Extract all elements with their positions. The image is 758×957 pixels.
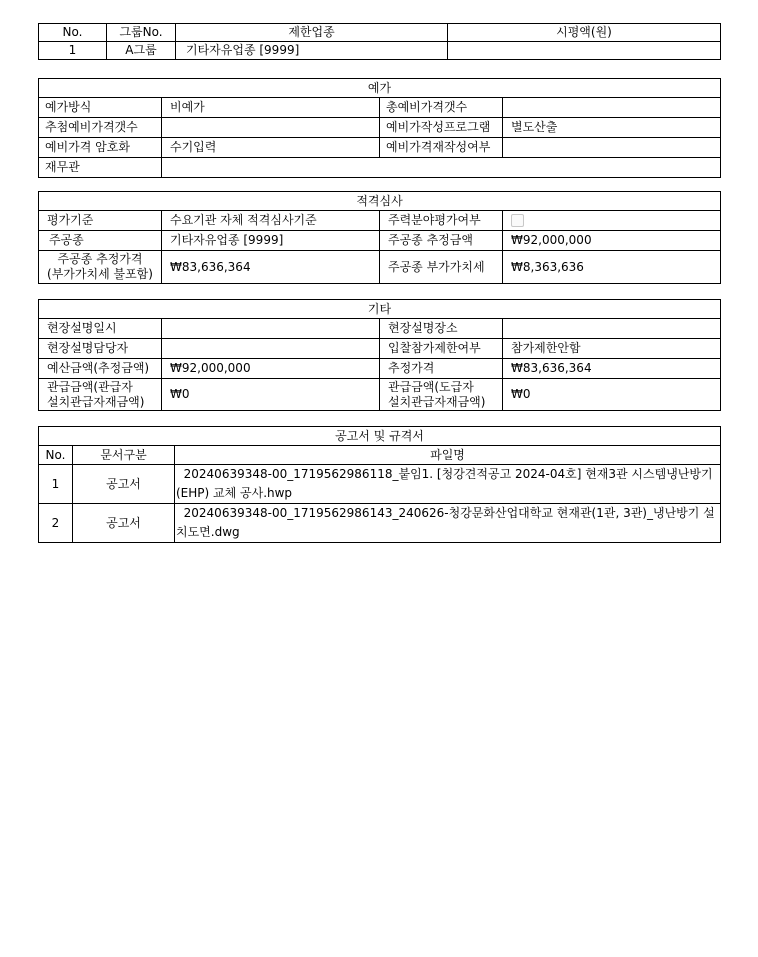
value-reserve-encryption: 수기입력 xyxy=(162,138,380,158)
label-government-supplied-buyer-line1: 관급금액(관급자 xyxy=(47,379,133,394)
header-doc-type: 문서구분 xyxy=(73,446,175,465)
section-title-other: 기타 xyxy=(39,300,721,319)
section-title-qualification: 적격심사 xyxy=(39,192,721,211)
label-main-work-estimated-price-line2: (부가가치세 불포함) xyxy=(47,267,153,281)
label-main-work-estimated-amount: 주공종 추정금액 xyxy=(380,231,503,251)
doc-row-no: 1 xyxy=(39,465,73,504)
main-field-evaluation-checkbox[interactable] xyxy=(511,214,524,227)
header-evaluation-amount: 시평액(원) xyxy=(448,24,721,42)
label-site-briefing-manager: 현장설명담당자 xyxy=(39,339,162,359)
header-file-name: 파일명 xyxy=(175,446,721,465)
value-government-supplied-amount-contractor: ₩0 xyxy=(503,379,721,411)
label-main-work-vat: 주공종 부가가치세 xyxy=(380,251,503,284)
header-group-no: 그룹No. xyxy=(107,24,176,42)
value-total-reserve-count xyxy=(503,98,721,118)
label-reserve-encryption: 예비가격 암호화 xyxy=(39,138,162,158)
doc-file-link[interactable]: 20240639348-00_1719562986118_붙임1. [청강견적공고 2024-04호] 현재3관 시스템냉난방기(EHP) 교체 공사.hwp xyxy=(175,465,721,504)
value-lottery-reserve-count xyxy=(162,118,380,138)
reserve-price-table xyxy=(38,78,721,178)
doc-file-link[interactable]: 20240639348-00_1719562986143_240626-청강문화산업대학교 현재관(1관, 3관)_냉난방기 설치도면.dwg xyxy=(175,504,721,543)
label-reserve-rewrite: 예비가격재작성여부 xyxy=(380,138,503,158)
value-site-briefing-manager xyxy=(162,339,380,359)
cell-industry: 기타자유업종 [9999] xyxy=(176,42,448,60)
label-main-work-estimated-price xyxy=(39,251,162,284)
label-total-reserve-count: 총예비가격갯수 xyxy=(380,98,503,118)
section-title-documents: 공고서 및 규격서 xyxy=(39,427,721,446)
label-government-supplied-amount-contractor xyxy=(380,379,503,411)
label-lottery-reserve-count: 추첨예비가격갯수 xyxy=(39,118,162,138)
cell-group: A그룹 xyxy=(107,42,176,60)
documents-table xyxy=(38,426,721,543)
label-site-briefing-place: 현장설명장소 xyxy=(380,319,503,339)
other-info-table xyxy=(38,299,721,411)
header-doc-no: No. xyxy=(39,446,73,465)
header-no: No. xyxy=(39,24,107,42)
label-budget-amount: 예산금액(추정금액) xyxy=(39,359,162,379)
label-main-work-type: 주공종 xyxy=(39,231,162,251)
header-restricted-industry: 제한업종 xyxy=(176,24,448,42)
label-government-supplied-contractor-line1: 관급금액(도급자 xyxy=(388,379,474,394)
label-finance-officer: 재무관 xyxy=(39,158,162,178)
table-row xyxy=(39,504,721,543)
label-main-work-estimated-price-line1: 주공종 추정가격 xyxy=(57,252,143,266)
value-bid-restriction: 참가제한안함 xyxy=(503,339,721,359)
label-bid-restriction: 입찰참가제한여부 xyxy=(380,339,503,359)
value-estimated-price: ₩83,636,364 xyxy=(503,359,721,379)
label-reserve-program: 예비가작성프로그램 xyxy=(380,118,503,138)
value-main-work-type: 기타자유업종 [9999] xyxy=(162,231,380,251)
value-reserve-program: 별도산출 xyxy=(503,118,721,138)
value-main-work-estimated-amount: ₩92,000,000 xyxy=(503,231,721,251)
label-government-supplied-amount-buyer xyxy=(39,379,162,411)
industry-restriction-table xyxy=(38,23,721,60)
label-evaluation-standard: 평가기준 xyxy=(39,211,162,231)
value-site-briefing-place xyxy=(503,319,721,339)
doc-row-type: 공고서 xyxy=(73,504,175,543)
value-main-field-evaluation xyxy=(503,211,721,231)
value-main-work-vat: ₩8,363,636 xyxy=(503,251,721,284)
value-main-work-estimated-price: ₩83,636,364 xyxy=(162,251,380,284)
label-main-field-evaluation: 주력분야평가여부 xyxy=(380,211,503,231)
label-estimated-price: 추정가격 xyxy=(380,359,503,379)
value-reserve-method: 비예가 xyxy=(162,98,380,118)
qualification-review-table xyxy=(38,191,721,284)
doc-row-type: 공고서 xyxy=(73,465,175,504)
doc-row-no: 2 xyxy=(39,504,73,543)
label-reserve-method: 예가방식 xyxy=(39,98,162,118)
label-government-supplied-buyer-line2: 설치관급자재금액) xyxy=(47,394,145,409)
value-evaluation-standard: 수요기관 자체 적격심사기준 xyxy=(162,211,380,231)
value-finance-officer xyxy=(162,158,721,178)
value-reserve-rewrite xyxy=(503,138,721,158)
value-site-briefing-datetime xyxy=(162,319,380,339)
cell-evaluation-amount xyxy=(448,42,721,60)
value-government-supplied-amount-buyer: ₩0 xyxy=(162,379,380,411)
cell-no: 1 xyxy=(39,42,107,60)
section-title-reserve-price: 예가 xyxy=(39,79,721,98)
label-government-supplied-contractor-line2: 설치관급자재금액) xyxy=(388,394,486,409)
label-site-briefing-datetime: 현장설명일시 xyxy=(39,319,162,339)
table-row xyxy=(39,465,721,504)
value-budget-amount: ₩92,000,000 xyxy=(162,359,380,379)
